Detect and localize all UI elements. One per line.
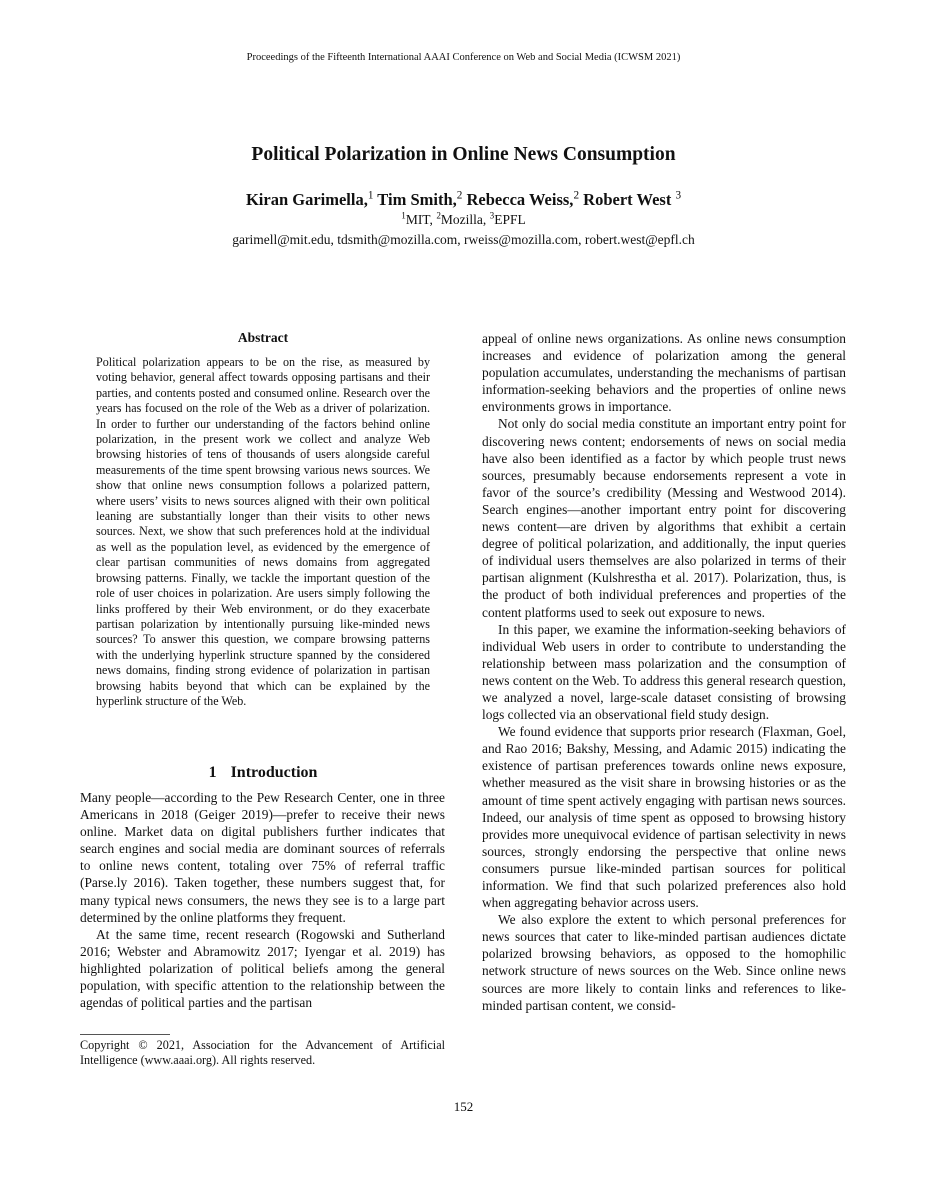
section-heading-introduction <box>80 764 446 782</box>
abstract-paragraph: Political polarization appears to be on the rise, as measured by voting behavior, general affect towards opposing partisans and their parties, and contents posted and consumed online. Research over the years has focused on the role of the Web as a driver of polarization. In order to further our understanding of the factors behind online polarization, in the present work we collect and analyze Web browsing histories of tens of thousands of users alongside careful measurements of the time spent browsing various news sources. We show that online news consumption follows a polarized pattern, where users’ visits to news sources aligned with their own political leaning are substantially longer than their visits to other news sources. Next, we show that such preferences hold at the individual as well as the population level, as evidenced by the emergence of clear partisan communities of news domains from aggregated browsing patterns. Finally, we tackle the important question of the role of user choices in polarization. Are users simply following the links proffered by their Web environment, or do they exacerbate partisan polarization by intentionally pursuing like-minded news sources? To answer this question, we compare browsing patterns with the underlying hyperlink structure spanned by the considered news domains, finding strong evidence of polarization in partisan browsing habits beyond that which can be explained by the hyperlink structure of the Web. <box>96 355 430 708</box>
section-number: 1 <box>208 764 217 781</box>
body-paragraph: We also explore the extent to which personal preferences for news sources that cater to like-minded partisan audiences dictate polarized browsing behaviors, as opposed to the homophilic network structure of news sources on the Web. Since online news sources are more likely to contain links and references to like-minded partisan content, we consid- <box>482 912 846 1013</box>
affil-mark: 2 <box>436 210 441 221</box>
affil-name: Mozilla, <box>440 212 490 227</box>
right-column-body <box>482 330 846 1014</box>
section-title: Introduction <box>230 764 318 781</box>
footnote-rule <box>80 1034 170 1035</box>
author-name: Rebecca Weiss, <box>466 190 574 209</box>
author-name: Robert West <box>583 190 672 209</box>
body-paragraph: appeal of online news organizations. As online news consumption increases and evidence of polarization among the general population accumulates, understanding the mechanisms of partisan information-seeking behaviors and the properties of online news environments grows in importance. <box>482 331 846 415</box>
author-affil-mark: 3 <box>675 189 682 202</box>
affil-name: EPFL <box>494 212 526 227</box>
abstract-heading: Abstract <box>237 330 289 345</box>
copyright-notice: Copyright © 2021, Association for the Advancement of Artificial Intelligence (www.aaai.org). All rights reserved. <box>80 1038 445 1067</box>
body-paragraph: We found evidence that supports prior research (Flaxman, Goel, and Rao 2016; Bakshy, Messing, and Adamic 2015) indicating the existence of partisan preferences towards online news exposure, whether measured as the visit share in browsing histories or as the amount of time spent actively engaging with partisan news sources. Indeed, our analysis of time spent as opposed to browsing history provides more unequivocal evidence of partisan selectivity in news sources, strongly endorsing the perspective that online news consumers pursue like-minded partisan sources for political information. We find that such polarized preferences also hold when aggregating behavior across users. <box>482 724 846 911</box>
author-affil-mark: 2 <box>456 189 463 202</box>
body-paragraph: Many people—according to the Pew Research Center, one in three Americans in 2018 (Geiger 2019)—prefer to receive their news online. Market data on digital publishers further indicates that search engines and social media are dominant sources of referrals to online news content, totaling over 75% of referral traffic (Parse.ly 2016). Taken together, these numbers suggest that, for many typical news consumers, the news they see is to a large part determined by the online platforms they frequent. <box>80 790 445 925</box>
paper-title: Political Polarization in Online News Consumption <box>251 144 676 165</box>
abstract-text <box>96 355 430 709</box>
author-affil-mark: 2 <box>573 189 580 202</box>
affil-mark: 1 <box>401 210 406 221</box>
author-emails: garimell@mit.edu, tdsmith@mozilla.com, rweiss@mozilla.com, robert.west@epfl.ch <box>232 232 695 247</box>
author-list <box>0 190 927 210</box>
body-paragraph: At the same time, recent research (Rogowski and Sutherland 2016; Webster and Abramowitz 2017; Iyengar et al. 2019) has highlighted polarization of political beliefs among the general population, with specific attention to the relationship between the agendas of political parties and the partisan <box>80 926 445 1011</box>
left-column-body <box>80 789 445 1011</box>
body-paragraph: Not only do social media constitute an important entry point for discovering news content; endorsements of news on social media have also been identified as a factor by which people trust news sources, presumably because endorsements represent a vote in favor of the source’s credibility (Messing and Westwood 2014). Search engines—another important entry point for discovering news content—are driven by algorithms that exhibit a certain degree of political polarization, and additionally, the input queries of individual users themselves are also polarized in terms of their partisan alignment (Kulshrestha et al. 2017). Polarization, thus, is the product of both individual preferences and properties of the content platforms used to seek out exposure to news. <box>482 416 846 620</box>
running-head: Proceedings of the Fifteenth International AAAI Conference on Web and Social Media (ICWSM 2021) <box>246 52 681 63</box>
author-name: Tim Smith, <box>377 190 457 209</box>
author-affil-mark: 1 <box>367 189 374 202</box>
page-number: 152 <box>453 1099 474 1114</box>
affil-name: MIT, <box>405 212 437 227</box>
body-paragraph: In this paper, we examine the information-seeking behaviors of individual Web users in order to contribute to understanding the relationship between mass polarization and the consumption of news content on the Web. To address this general research question, we analyzed a novel, large-scale dataset consisting of browsing logs collected via an observational field study design. <box>482 621 846 723</box>
affil-mark: 3 <box>489 210 495 221</box>
author-name: Kiran Garimella, <box>245 190 368 209</box>
affiliations <box>0 212 927 228</box>
